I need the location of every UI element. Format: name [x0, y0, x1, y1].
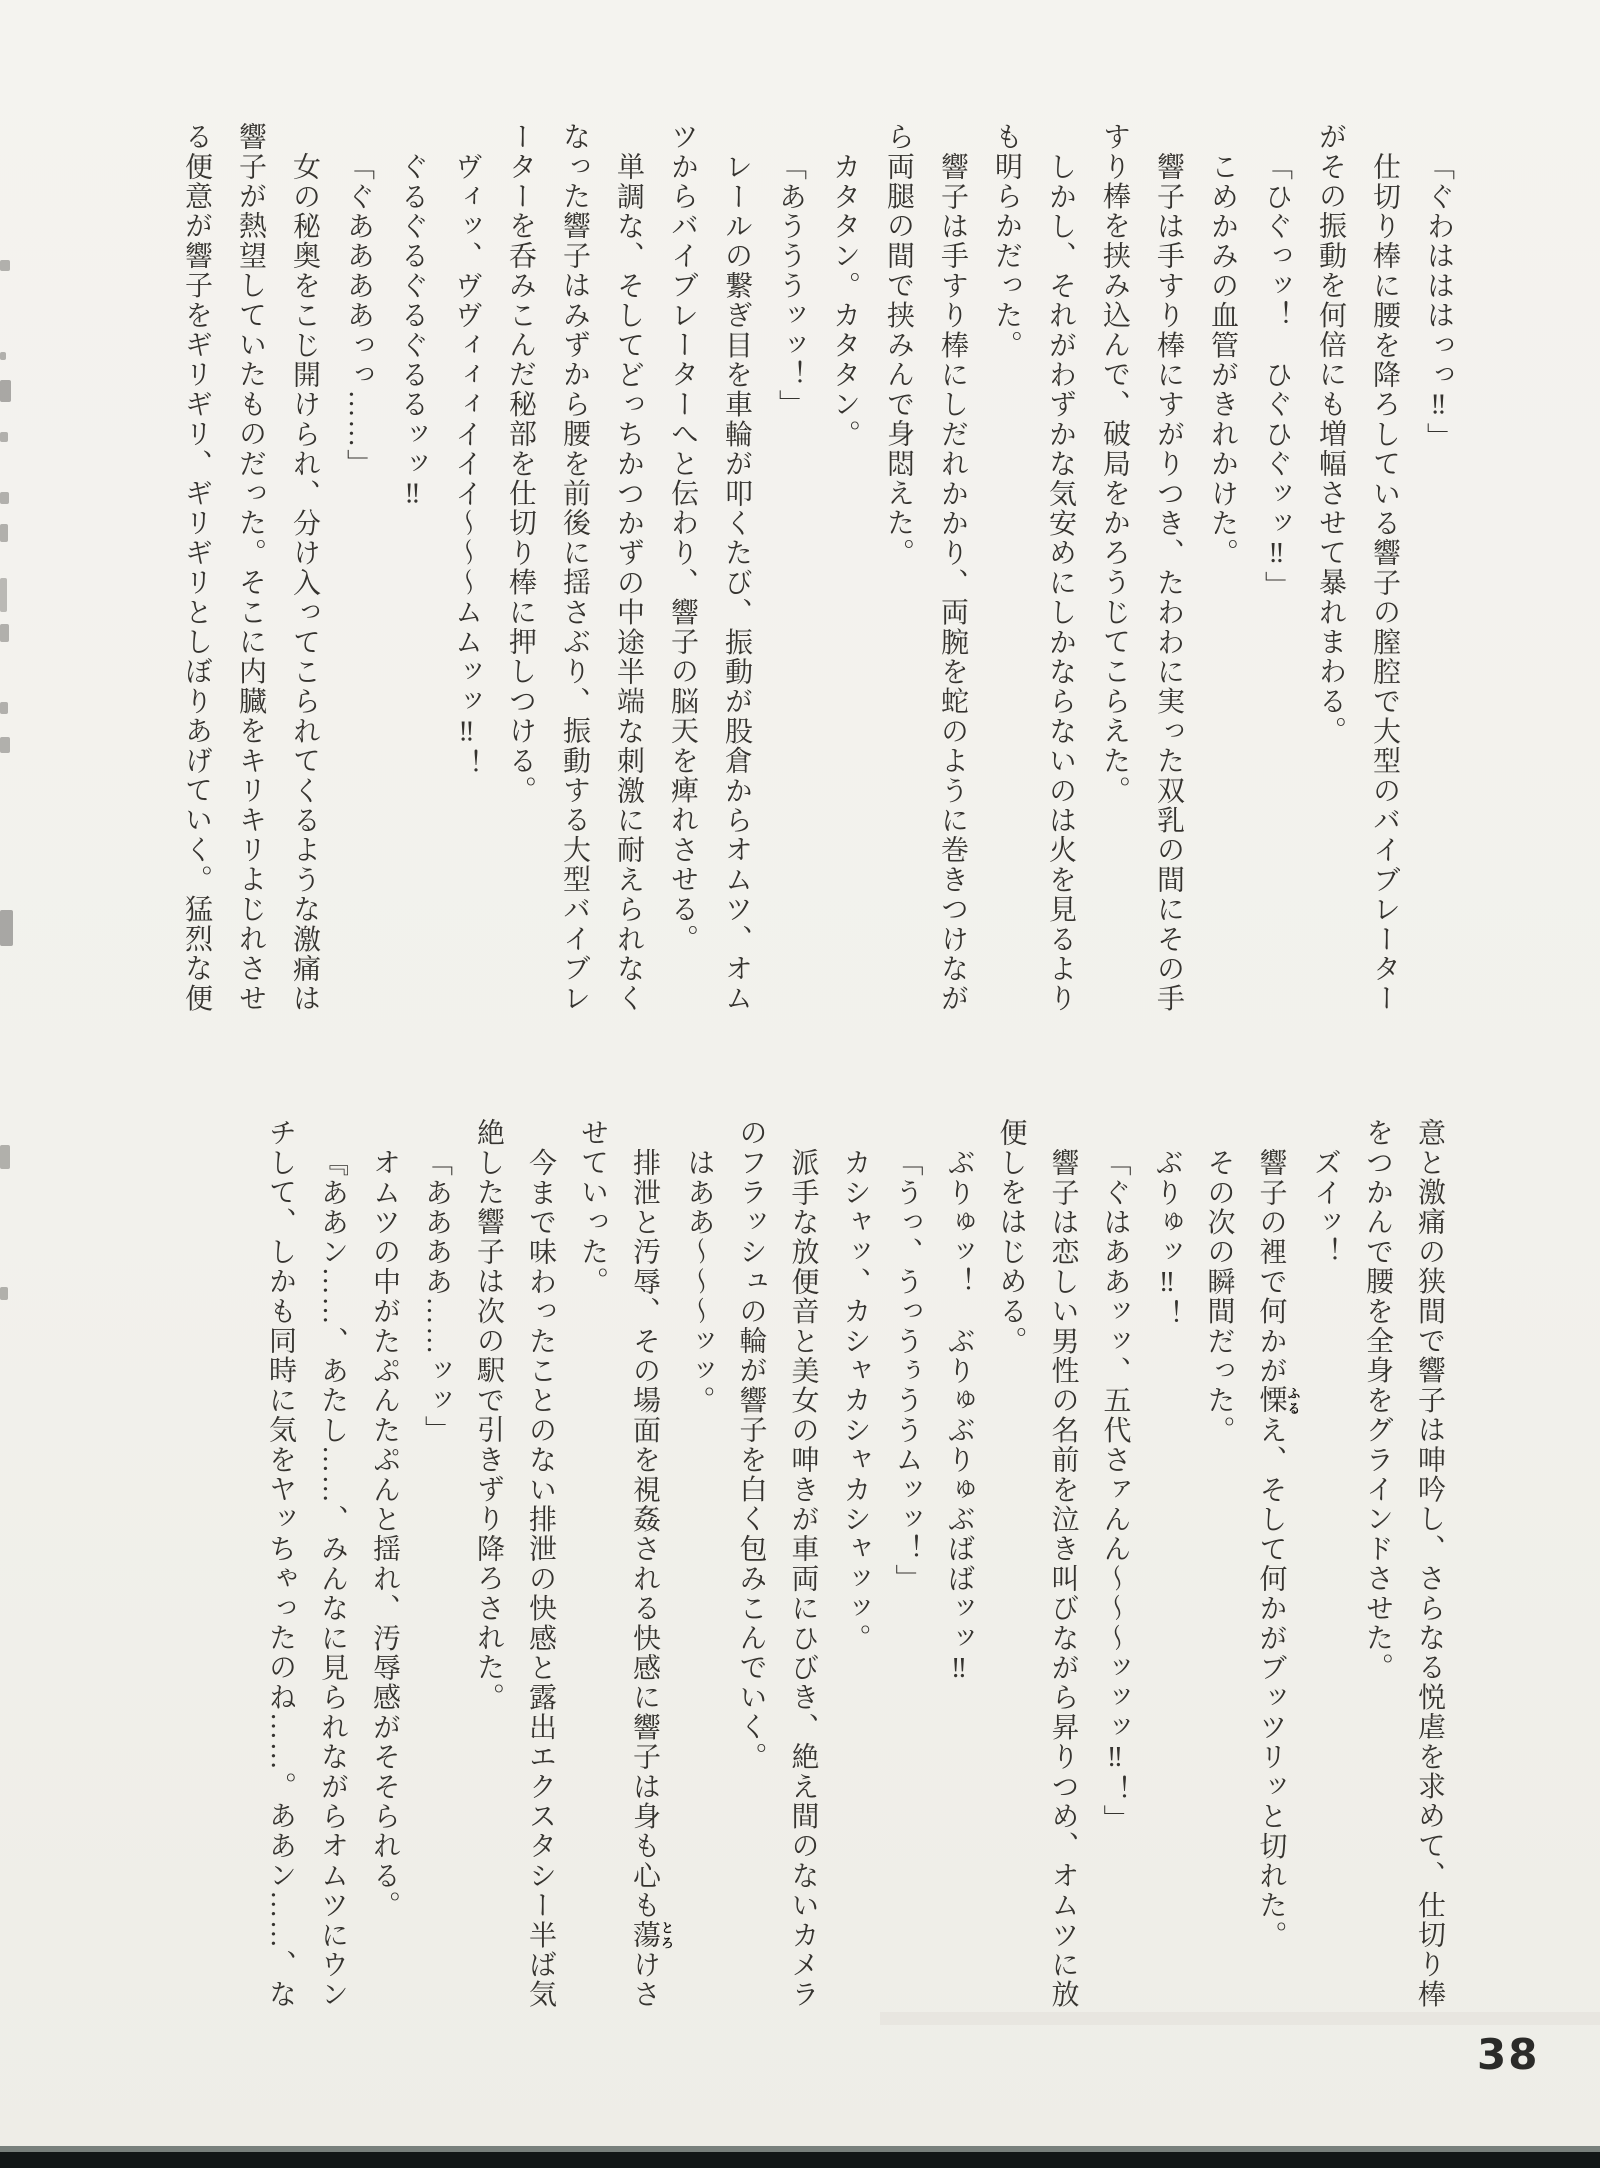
scan-smudge [0, 737, 10, 753]
paragraph: 「ぐはああッッ、五代さァんん〜〜〜ッッッ‼！」 [1099, 1147, 1131, 1834]
paragraph: 「ひぐっッ！ ひぐひぐッッ‼」 [1261, 151, 1292, 601]
paragraph: ズイッ！ [1310, 1147, 1341, 1267]
paragraph: 「ああああ……ッッ」 [421, 1147, 452, 1445]
scan-smudge [0, 260, 10, 271]
ruby-base: 蕩 [629, 1919, 660, 1950]
ruby-furigana [629, 1919, 673, 1950]
text-run: 排泄と汚辱、その場面を視姦される快感に響子は身も心も [629, 1147, 660, 1920]
paragraph: ぶりゅッ！ ぶりゅぶりゅぶばばッッ‼ [943, 1147, 975, 1686]
top-text-block [169, 122, 1465, 1013]
scan-smudge [0, 1287, 8, 1300]
scan-shadow-band [880, 2012, 1600, 2025]
paragraph [566, 1118, 673, 2009]
scan-smudge [0, 432, 8, 442]
scan-smudge [0, 624, 9, 642]
page-number: 38 [1477, 2030, 1540, 2079]
furigana-text: とろ [658, 1919, 673, 1950]
scan-smudge [0, 910, 13, 946]
scan-smudge [0, 578, 7, 612]
text-run: けさせていった。 [577, 1118, 660, 2009]
paragraph: 女の秘奥をこじ開けられ、分け入ってこられてくるような激痛は響子が熱望していたものだった。そこに内臓をキリキリよじれさせる便意が響子をギリギリ、ギリギリとしぼりあげていく。猛烈な便 [181, 122, 320, 1013]
paragraph: レールの繋ぎ目を車輪が叩くたび、振動が股倉からオムツ、オムツからバイブレーターへと伝わり、響子の脳天を痺れさせる。 [667, 122, 752, 1013]
paragraph: カタタン。カタタン。 [829, 151, 860, 449]
scan-smudge [0, 352, 6, 360]
paragraph: カシャッ、カシャカシャカシャッッ。 [839, 1147, 871, 1653]
scan-smudge [0, 492, 9, 504]
paragraph: 「ぐああああっっ……」 [343, 151, 374, 479]
scan-smudge [0, 524, 8, 542]
paragraph: 単調な、そしてどっちかつかずの中途半端な刺激に耐えられなくなった響子はみずから腰を前後に揺さぶり、振動する大型バイブレーターを呑みこんだ秘部を仕切り棒に押しつける。 [505, 122, 644, 1013]
paragraph: 意と激痛の狭間で響子は呻吟し、さらなる悦虐を求めて、仕切り棒をつかんで腰を全身をグラインドさせた。 [1362, 1118, 1445, 2009]
bottom-text-block [159, 1118, 1455, 2009]
scan-smudge [0, 702, 8, 714]
paragraph: 『ああン……、あたし……、みんなに見られながらオムツにウンチして、しかも同時に気をヤッちゃったのね……。ああン……、な [265, 1118, 348, 2009]
paragraph [1245, 1118, 1300, 2009]
furigana-text: ふる [1284, 1385, 1300, 1415]
paragraph: 「あうううッッ！」 [775, 151, 806, 419]
paragraph: 「ぐわはははっっ‼」 [1423, 151, 1454, 452]
paragraph: 派手な放便音と美女の呻きが車両にひびき、絶え間のないカメラのフラッシュの輪が響子を白く包みこんでいく。 [735, 1118, 819, 2009]
paragraph: 仕切り棒に腰を降ろしている響子の膣腔で大型のバイブレーターがその振動を何倍にも増幅させて暴れまわる。 [1315, 122, 1400, 1013]
text-run: え、そして何かがブッツリッと切れた。 [1255, 1415, 1287, 1950]
paragraph: はああ〜〜〜ッッ。 [683, 1147, 715, 1415]
scan-smudge [0, 1145, 10, 1169]
paragraph: その次の瞬間だった。 [1203, 1147, 1235, 1445]
paragraph: 響子は手すり棒にすがりつき、たわわに実った双乳の間にその手すり棒を挟み込んで、破局をかろうじてこらえた。 [1099, 122, 1184, 1013]
paragraph: しかし、それがわずかな気安めにしかならないのは火を見るよりも明らかだった。 [991, 122, 1076, 1013]
paragraph: ヴィッ、ヴヴィィィイイイ〜〜〜ムムッッ‼！ [451, 151, 482, 779]
scan-black-bar [0, 2152, 1600, 2168]
paragraph: ぐるぐるぐるぐるるッッ‼ [397, 151, 428, 512]
paragraph: こめかみの血管がきれかけた。 [1207, 151, 1238, 568]
scan-smudge [0, 380, 11, 402]
text-run: 響子の裡で何かが [1255, 1147, 1287, 1386]
paragraph: 響子は恋しい男性の名前を泣き叫びながら昇りつめ、オムツに放便しをはじめる。 [995, 1118, 1079, 2009]
ruby-furigana [1255, 1385, 1300, 1415]
paragraph: ぶりゅッ‼！ [1151, 1147, 1183, 1329]
paragraph: 今まで味わったことのない排泄の快感と露出エクスタシー半ば気絶した響子は次の駅で引きずり降ろされた。 [473, 1118, 556, 2009]
paragraph: 響子は手すり棒にしだれかかり、両腕を蛇のように巻きつけながら両腿の間で挟みんで身悶えた。 [883, 122, 968, 1013]
ruby-base: 慄 [1255, 1385, 1287, 1415]
paragraph: 「うっ、うっうぅううムッッ！」 [891, 1147, 923, 1594]
paragraph: オムツの中がたぷんたぷんと揺れ、汚辱感がそそられる。 [369, 1147, 400, 1920]
